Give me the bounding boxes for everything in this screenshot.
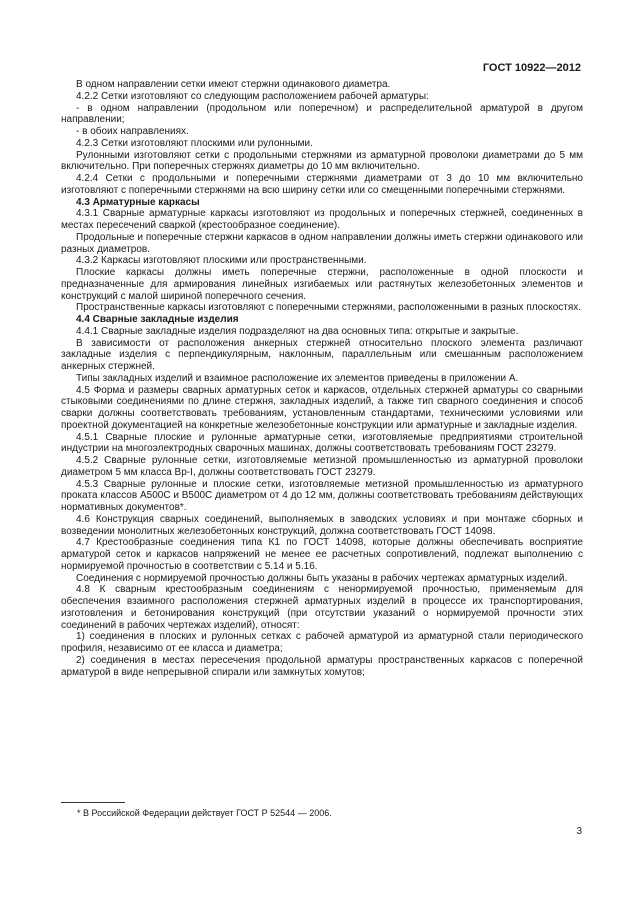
paragraph: 4.6 Конструкция сварных соединений, выполняемых в заводских условиях и при монтаже сборных и возведении монолитных железобетонных конструкций, должна соответствовать ГОСТ 14098. — [61, 513, 583, 537]
main-text — [61, 79, 583, 678]
paragraph: В зависимости от расположения анкерных стержней относительно плоского элемента различают закладные изделия с перпендикулярным, наклонным, параллельным или смешанным расположением анкерных стержней. — [61, 337, 583, 372]
paragraph: - в одном направлении (продольном или поперечном) и распределительной арматурой в другом направлении; — [61, 102, 583, 126]
paragraph: Рулонными изготовляют сетки с продольными стержнями из арматурной проволоки диаметрами до 5 мм включительно. При поперечных стержнях диаметры до 10 мм включительно. — [61, 149, 583, 173]
paragraph: 4.5.3 Сварные рулонные и плоские сетки, изготовляемые метизной промышленностью из арматурного проката классов А500С и В500С диаметром от 4 до 12 мм, должны соответствовать требованиям действующих нормативных документов*. — [61, 478, 583, 513]
paragraph: 4.5 Форма и размеры сварных арматурных сеток и каркасов, отдельных стержней арматуры со сварными стыковыми соединениями по длине стержня, закладных изделий, а также тип сварного соединения и способ сварки должны соответствовать требованиям, установленным стандартами, техническими условиями или проектной документацией на конкретные железобетонные конструкции или арматурные и закладные изделия. — [61, 384, 583, 431]
paragraph: 4.2.3 Сетки изготовляют плоскими или рулонными. — [76, 137, 313, 149]
paragraph: Соединения с нормируемой прочностью должны быть указаны в рабочих чертежах арматурных изделий. — [76, 572, 568, 584]
paragraph: 4.2.4 Сетки с продольными и поперечными стержнями диаметрами от 3 до 10 мм включительно изготовляют с поперечными стержнями на всю ширину сетки или со смещенными поперечными стержнями. — [61, 173, 583, 196]
paragraph: В одном направлении сетки имеют стержни одинакового диаметра. — [76, 79, 391, 90]
section-heading: 4.4 Сварные закладные изделия — [76, 314, 239, 325]
paragraph: Плоские каркасы должны иметь поперечные стержни, расположенные в одной плоскости и предназначенные для армирования линейных изгибаемых или растянутых железобетонных элементов и конструкций с малой шириной поперечного сечения. — [61, 267, 583, 302]
paragraph: Пространственные каркасы изготовляют с поперечными стержнями, расположенными в разных плоскостях. — [76, 302, 582, 314]
page-number: 3 — [576, 826, 582, 837]
paragraph: 4.5.1 Сварные плоские и рулонные арматурные сетки, изготовляемые предприятиями строительной индустрии на многоэлектродных сварочных машинах, должны соответствовать требованиям ГОСТ 23279. — [61, 431, 583, 455]
paragraph: 4.5.2 Сварные рулонные сетки, изготовляемые метизной промышленностью из арматурной проволоки диаметром 5 мм класса Вр-I, должны соответствовать ГОСТ 23279. — [61, 455, 583, 478]
paragraph: 1) соединения в плоских и рулонных сетках с рабочей арматурой из арматурной стали периодического профиля, независимо от ее класса и диаметра; — [61, 631, 583, 654]
paragraph: 4.3.1 Сварные арматурные каркасы изготовляют из продольных и поперечных стержней, соединенных в местах пересечений сваркой (крестообразное соединение). — [61, 208, 583, 231]
section-heading: 4.3 Арматурные каркасы — [76, 196, 200, 208]
paragraph: 2) соединения в местах пересечения продольной арматуры пространственных каркасов с поперечной арматурой в виде непрерывной спирали или замкнутых хомутов; — [61, 654, 583, 678]
paragraph: 4.7 Крестообразные соединения типа К1 по ГОСТ 14098, которые должны обеспечивать восприятие арматурой сеток и каркасов напряжений не менее ее расчетных сопротивлений, подлежат выполнению с нормируемой прочностью в соответствии с 5.14 и 5.16. — [61, 537, 583, 572]
paragraph: Продольные и поперечные стержни каркасов в одном направлении должны иметь стержни одинакового или разных диаметров. — [61, 231, 583, 255]
footnote-separator — [61, 802, 125, 803]
standard-code: ГОСТ 10922—2012 — [482, 62, 581, 74]
paragraph: 4.8 К сварным крестообразным соединениям с ненормируемой прочностью, применяемым для обеспечения взаимного расположения стержней арматурных изделий в процессе их транспортирования, изготовления и бетонирования конструкций (при отсутствии указаний о нормируемой прочности этих соединений в рабочих чертежах изделий), относят: — [61, 584, 583, 631]
paragraph: 4.3.2 Каркасы изготовляют плоскими или пространственными. — [76, 255, 367, 267]
paragraph: 4.2.2 Сетки изготовляют со следующим расположением рабочей арматуры: — [76, 90, 429, 102]
paragraph: 4.4.1 Сварные закладные изделия подразделяют на два основных типа: открытые и закрытые. — [76, 325, 519, 337]
footnote: * В Российской Федерации действует ГОСТ Р 52544 — 2006. — [77, 808, 332, 818]
paragraph: Типы закладных изделий и взаимное расположение их элементов приведены в приложении А. — [76, 372, 519, 384]
paragraph: - в обоих направлениях. — [76, 126, 189, 137]
